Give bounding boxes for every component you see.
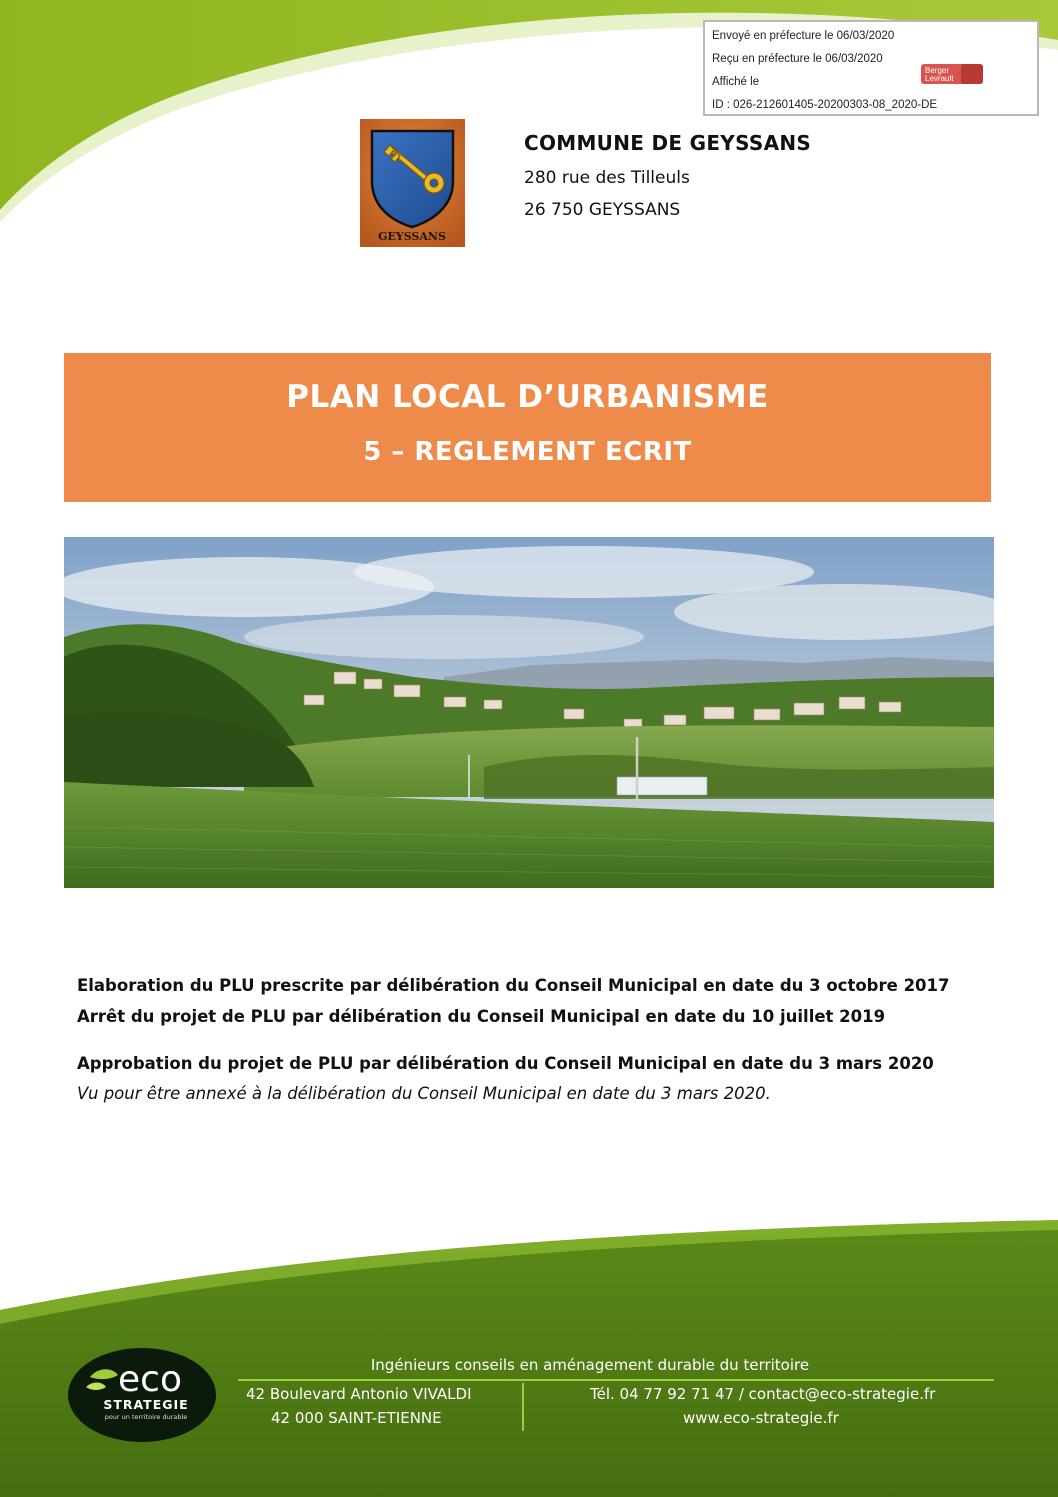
logo-text-berger: Berger bbox=[925, 66, 950, 75]
deliberation-approved: Approbation du projet de PLU par délibération du Conseil Municipal en date du 3 mars 2020 bbox=[77, 1054, 934, 1073]
title-banner bbox=[64, 353, 991, 502]
commune-city: 26 750 GEYSSANS bbox=[524, 200, 681, 220]
logo-text-levrault: Levrault bbox=[925, 74, 954, 83]
crest-label: GEYSSANS bbox=[378, 230, 446, 243]
deliberation-prescribed: Elaboration du PLU prescrite par délibération du Conseil Municipal en date du 3 octobre 2017 bbox=[77, 976, 950, 995]
stamp-received-date: Reçu en préfecture le 06/03/2020 bbox=[712, 53, 883, 65]
document-subtitle: 5 – REGLEMENT ECRIT bbox=[363, 437, 692, 467]
footer-website-link[interactable]: www.eco-strategie.fr bbox=[683, 1409, 839, 1427]
deliberation-halted: Arrêt du projet de PLU par délibération du Conseil Municipal en date du 10 juillet 2019 bbox=[77, 1007, 886, 1026]
logo-strategie-text: STRATEGIE bbox=[103, 1397, 189, 1412]
berger-levrault-logo bbox=[921, 62, 983, 86]
footer-tagline: Ingénieurs conseils en aménagement durable du territoire bbox=[370, 1356, 810, 1374]
footer-address-line-1: 42 Boulevard Antonio VIVALDI bbox=[246, 1385, 472, 1403]
logo-eco-text: eco bbox=[118, 1359, 182, 1400]
landscape-photo bbox=[64, 537, 994, 888]
footer-divider bbox=[522, 1383, 524, 1431]
commune-name: COMMUNE DE GEYSSANS bbox=[524, 131, 812, 155]
footer-rule bbox=[238, 1379, 994, 1381]
stamp-sent-date: Envoyé en préfecture le 06/03/2020 bbox=[712, 30, 895, 42]
document-title: PLAN LOCAL D’URBANISME bbox=[286, 379, 769, 415]
footer-address-line-2: 42 000 SAINT-ETIENNE bbox=[271, 1409, 442, 1427]
logo-tagline-text: pour un territoire durable bbox=[104, 1413, 188, 1421]
eco-strategie-logo bbox=[68, 1345, 216, 1443]
stamp-id: ID : 026-212601405-20200303-08_2020-DE bbox=[712, 99, 938, 111]
geyssans-crest-icon bbox=[360, 119, 465, 247]
deliberation-annex-note: Vu pour être annexé à la délibération du Conseil Municipal en date du 3 mars 2020. bbox=[77, 1084, 771, 1103]
prefecture-stamp bbox=[703, 20, 1039, 116]
footer-contact: Tél. 04 77 92 71 47 / contact@eco-strategie.fr bbox=[590, 1385, 936, 1403]
commune-street: 280 rue des Tilleuls bbox=[524, 168, 690, 188]
stamp-posted: Affiché le bbox=[712, 76, 760, 88]
